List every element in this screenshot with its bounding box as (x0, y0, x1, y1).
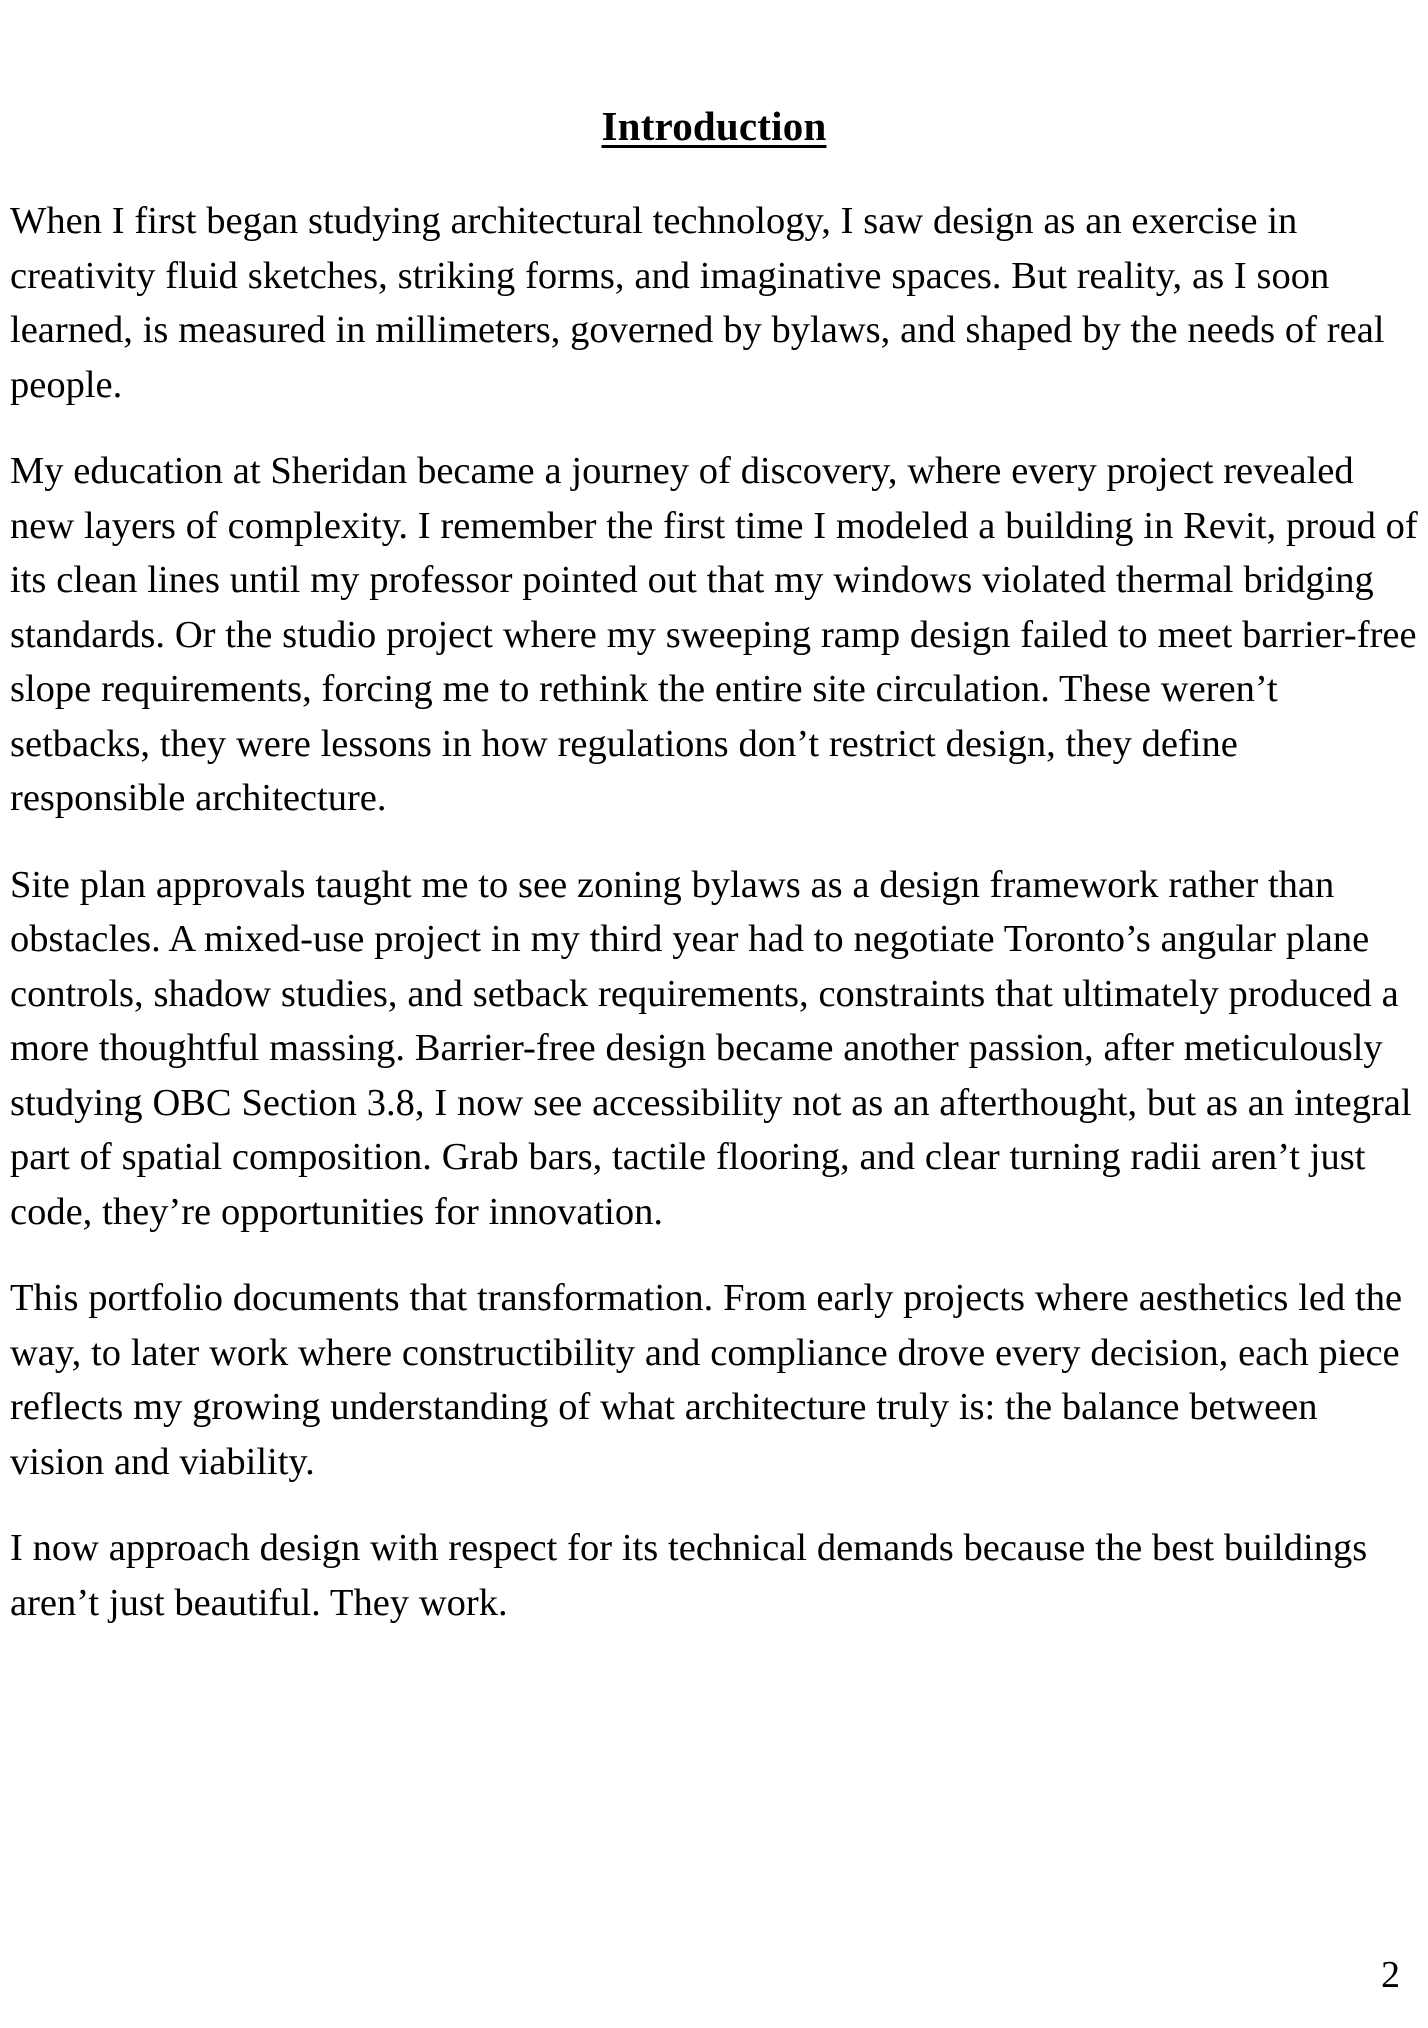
paragraph-spacer (10, 826, 1418, 858)
paragraph-spacer (10, 1239, 1418, 1271)
title-spacer (10, 150, 1418, 194)
paragraph-1: When I first began studying architectural technology, I saw design as an exercise in creativity fluid sketches, striking forms, and imaginative spaces. But reality, as I soon learned, is measured in millimeters, governed by bylaws, and shaped by the needs of real people. (10, 200, 1385, 406)
page-number: 2 (1381, 1954, 1400, 1996)
page-title (10, 0, 1418, 150)
paragraph-5: I now approach design with respect for its technical demands because the best buildings aren’t just beautiful. They work. (10, 1527, 1368, 1624)
paragraph-3: Site plan approvals taught me to see zoning bylaws as a design framework rather than obstacles. A mixed-use project in my third year had to negotiate Toronto’s angular plane controls, shadow studies, and setback requirements, constraints that ultimately produced a more thoughtful massing. Barrier-free design became another passion, after meticulously studying OBC Section 3.8, I now see accessibility not as an afterthought, but as an integral part of spatial composition. Grab bars, tactile flooring, and clear turning radii aren’t just code, they’re opportunities for innovation. (10, 863, 1412, 1233)
page-title-text: Introduction (601, 103, 827, 149)
paragraph-spacer (10, 412, 1418, 444)
paragraph-4: This portfolio documents that transformation. From early projects where aesthetics led the way, to later work where constructibility and compliance drove every decision, each piece reflects my growing understanding of what architecture truly is: the balance between vision and viability. (10, 1277, 1403, 1483)
paragraph-2: My education at Sheridan became a journey of discovery, where every project revealed new layers of complexity. I remember the first time I modeled a building in Revit, proud of its clean lines until my professor pointed out that my windows violated thermal bridging standards. Or the studio project where my sweeping ramp design failed to meet barrier-free slope requirements, forcing me to rethink the entire site circulation. These weren’t setbacks, they were lessons in how regulations don’t restrict design, they define responsible architecture. (10, 450, 1418, 820)
paragraph-spacer (10, 1489, 1418, 1521)
